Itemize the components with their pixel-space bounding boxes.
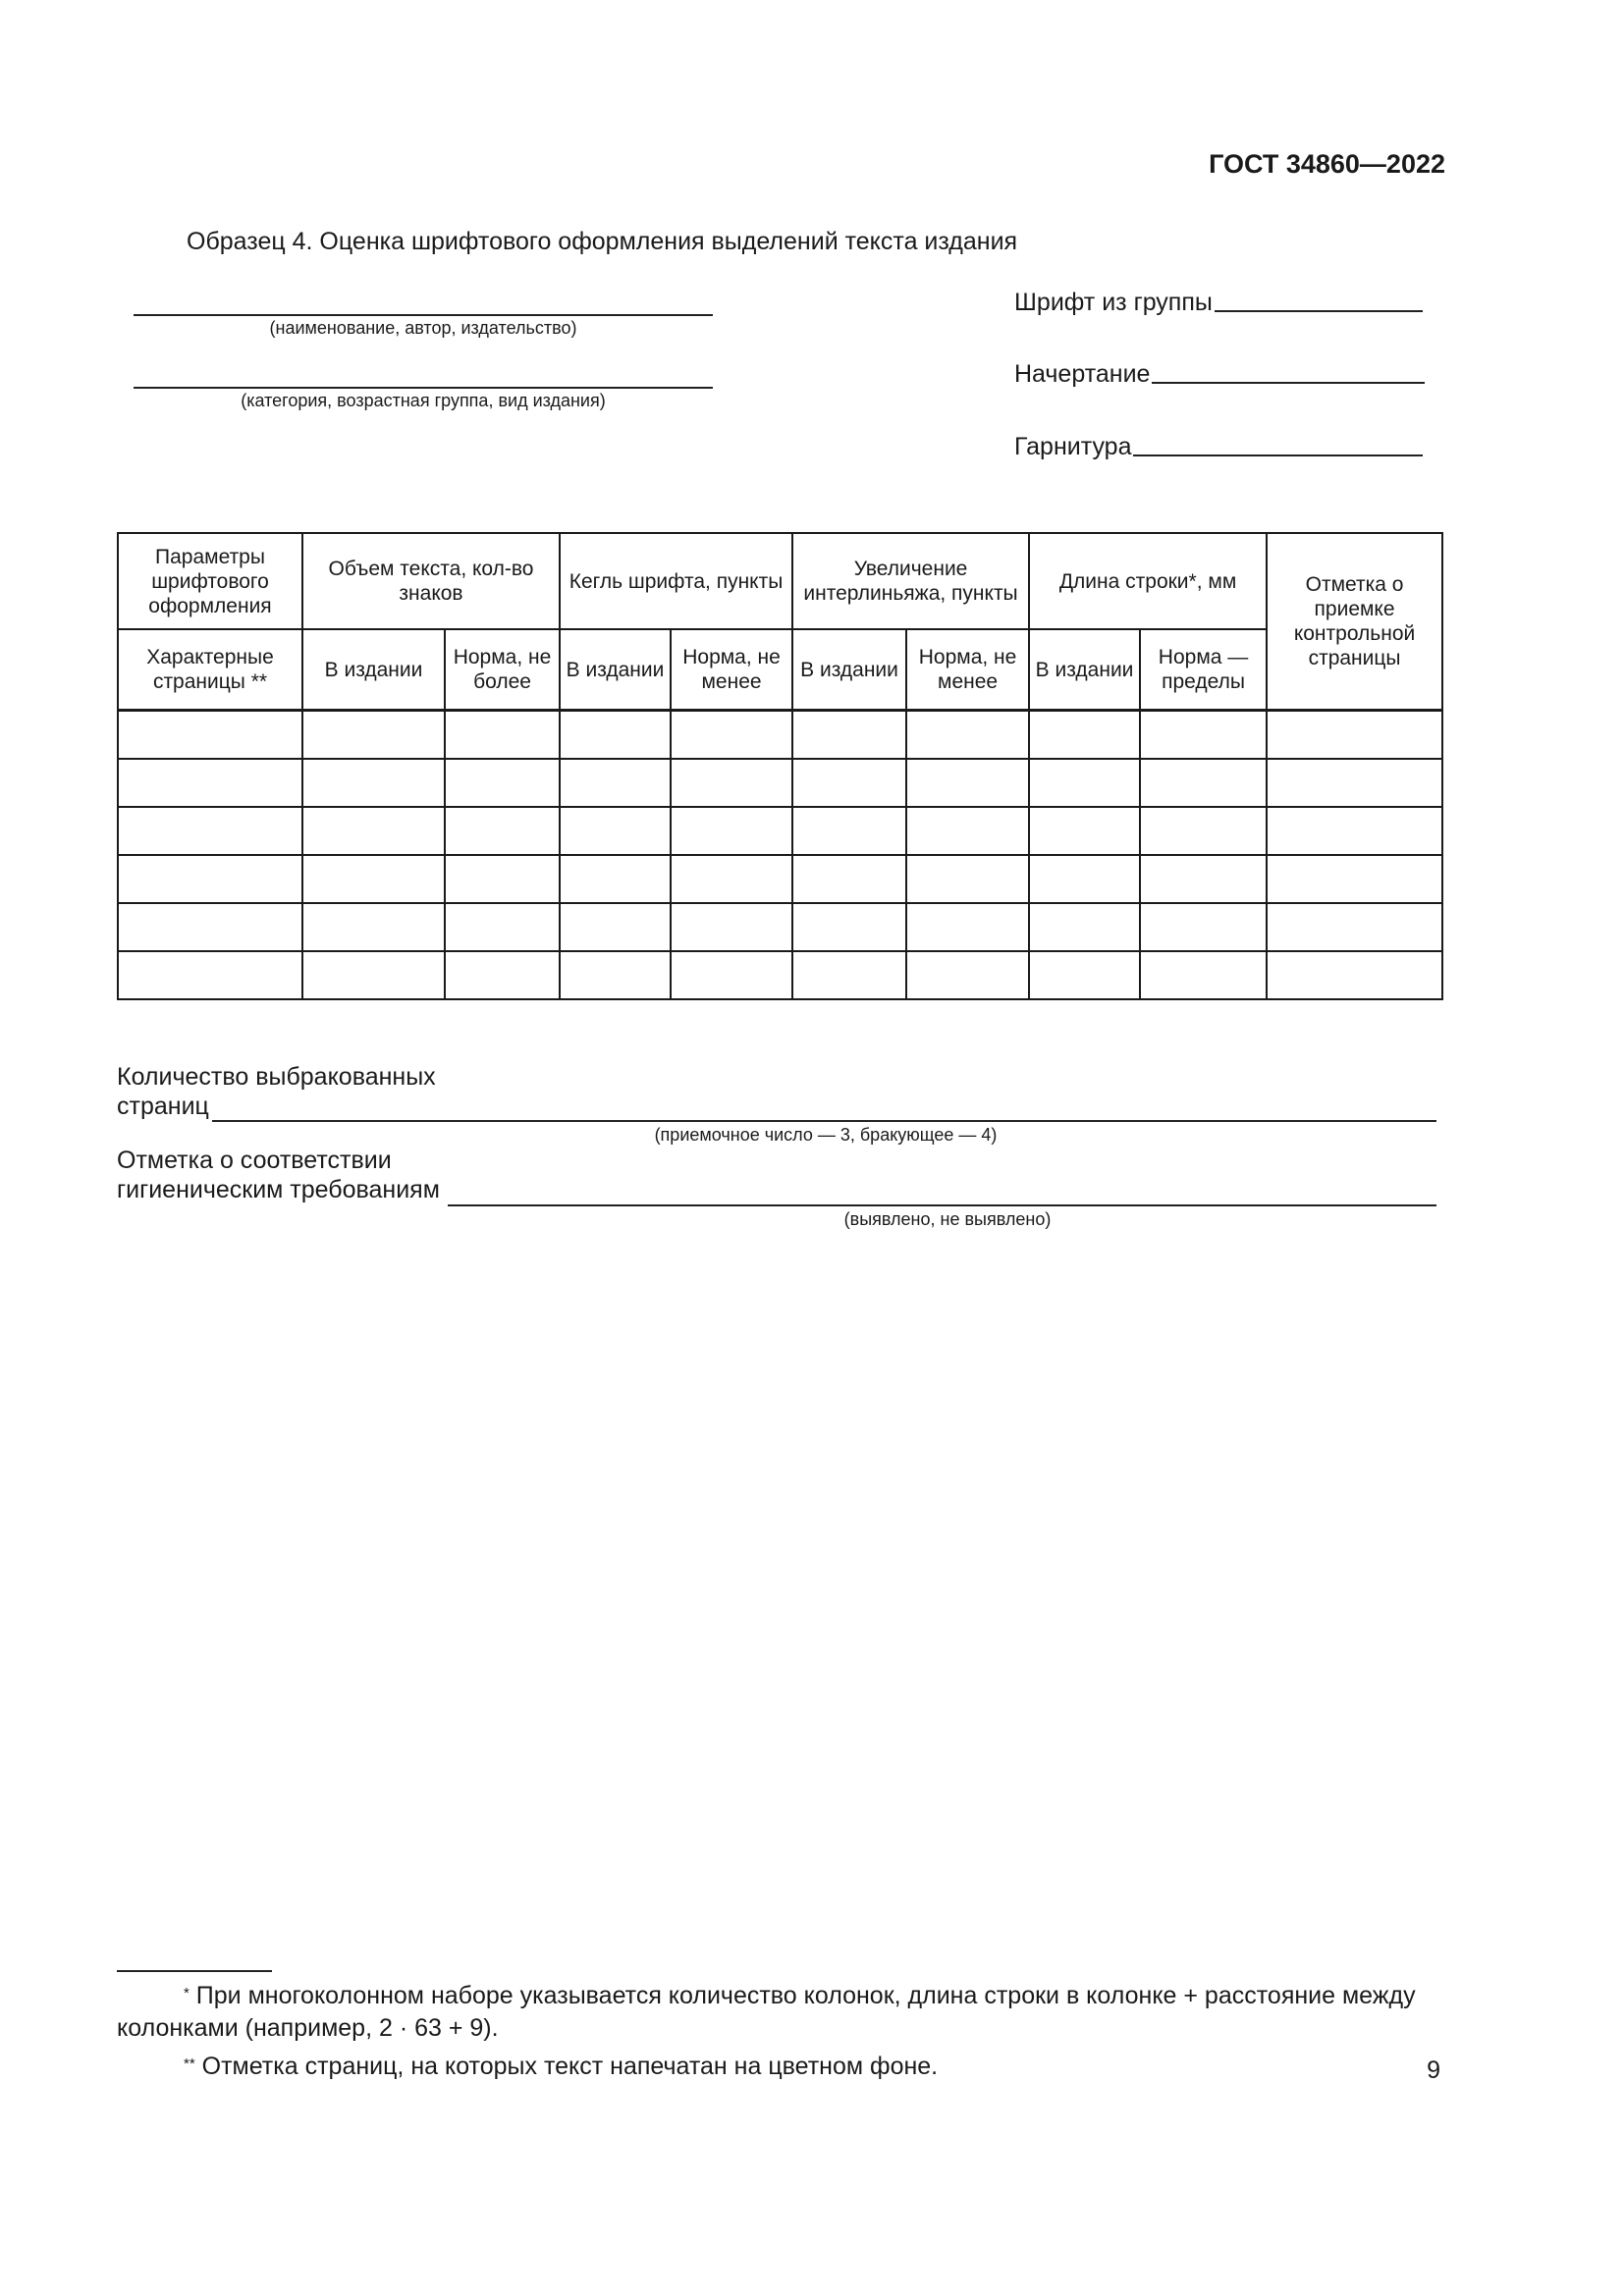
table-cell[interactable] bbox=[1140, 951, 1267, 999]
typeface-style-line[interactable] bbox=[1152, 382, 1425, 384]
header-acceptance-mark: Отметка о приемке контрольной страницы bbox=[1267, 533, 1442, 711]
header-leading-increase: Увеличение интерлиньяжа, пункты bbox=[792, 533, 1029, 629]
subheader-characteristic-pages: Характерные страницы ** bbox=[118, 629, 302, 711]
subheader-volume-norm: Норма, не более bbox=[445, 629, 560, 711]
subheader-volume-in-edition: В издании bbox=[302, 629, 445, 711]
table-cell[interactable] bbox=[1029, 711, 1140, 760]
table-row bbox=[118, 903, 1442, 951]
table-cell[interactable] bbox=[1140, 711, 1267, 760]
table-cell[interactable] bbox=[560, 951, 671, 999]
standard-number: ГОСТ 34860—2022 bbox=[1209, 149, 1445, 179]
table-row bbox=[118, 759, 1442, 807]
table-cell[interactable] bbox=[445, 711, 560, 760]
page-number: 9 bbox=[1427, 2056, 1440, 2084]
table-cell[interactable] bbox=[445, 951, 560, 999]
footnote-rule bbox=[117, 1970, 272, 1972]
header-line-length: Длина строки*, мм bbox=[1029, 533, 1267, 629]
subheader-leading-norm: Норма, не менее bbox=[906, 629, 1029, 711]
table-cell[interactable] bbox=[1029, 951, 1140, 999]
table-cell[interactable] bbox=[906, 903, 1029, 951]
edition-name-caption: (наименование, автор, издательство) bbox=[269, 318, 577, 338]
table-cell[interactable] bbox=[792, 711, 906, 760]
table-cell[interactable] bbox=[1267, 759, 1442, 807]
font-group-line[interactable] bbox=[1215, 310, 1423, 312]
table-cell[interactable] bbox=[1140, 807, 1267, 855]
rejected-pages-caption: (приемочное число — 3, бракующее — 4) bbox=[654, 1125, 998, 1145]
footnote-1-mark: * bbox=[184, 1985, 189, 2002]
table-cell[interactable] bbox=[560, 759, 671, 807]
table-cell[interactable] bbox=[1029, 903, 1140, 951]
table-cell[interactable] bbox=[302, 855, 445, 903]
font-group-label: Шрифт из группы bbox=[1014, 289, 1213, 316]
footnote-2-text: Отметка страниц, на которых текст напечатан на цветном фоне. bbox=[201, 2053, 939, 2080]
table-cell[interactable] bbox=[302, 903, 445, 951]
hygiene-label-line2: гигиеническим требованиям bbox=[117, 1176, 440, 1203]
table-cell[interactable] bbox=[1029, 759, 1140, 807]
table-cell[interactable] bbox=[792, 759, 906, 807]
footnote-2-mark: ** bbox=[184, 2056, 195, 2072]
table-cell[interactable] bbox=[1267, 903, 1442, 951]
table-cell[interactable] bbox=[671, 711, 792, 760]
table-cell[interactable] bbox=[1140, 855, 1267, 903]
rejected-pages-label-line1: Количество выбракованных bbox=[117, 1063, 436, 1091]
table-cell[interactable] bbox=[906, 711, 1029, 760]
font-family-line[interactable] bbox=[1133, 454, 1423, 456]
font-family-field bbox=[1014, 433, 1423, 461]
table-cell[interactable] bbox=[118, 855, 302, 903]
table-cell[interactable] bbox=[1029, 855, 1140, 903]
table-cell[interactable] bbox=[445, 807, 560, 855]
evaluation-table bbox=[117, 532, 1443, 1000]
table-cell[interactable] bbox=[792, 807, 906, 855]
table-cell[interactable] bbox=[302, 807, 445, 855]
table-cell[interactable] bbox=[1267, 951, 1442, 999]
table-cell[interactable] bbox=[671, 807, 792, 855]
table-cell[interactable] bbox=[792, 951, 906, 999]
header-text-volume: Объем текста, кол-во знаков bbox=[302, 533, 560, 629]
rejected-pages-label-line2: страниц bbox=[117, 1093, 209, 1120]
subheader-leading-in-edition: В издании bbox=[792, 629, 906, 711]
table-cell[interactable] bbox=[906, 759, 1029, 807]
hygiene-caption: (выявлено, не выявлено) bbox=[843, 1209, 1052, 1229]
table-cell[interactable] bbox=[1140, 903, 1267, 951]
table-cell[interactable] bbox=[118, 903, 302, 951]
table-cell[interactable] bbox=[792, 855, 906, 903]
subheader-size-in-edition: В издании bbox=[560, 629, 671, 711]
table-cell[interactable] bbox=[118, 759, 302, 807]
table-cell[interactable] bbox=[1267, 855, 1442, 903]
rejected-pages-line[interactable] bbox=[212, 1120, 1436, 1122]
table-cell[interactable] bbox=[671, 951, 792, 999]
table-cell[interactable] bbox=[118, 711, 302, 760]
table-cell[interactable] bbox=[445, 903, 560, 951]
table-cell[interactable] bbox=[906, 807, 1029, 855]
table-cell[interactable] bbox=[671, 759, 792, 807]
table-cell[interactable] bbox=[302, 711, 445, 760]
edition-category-caption: (категория, возрастная группа, вид издания) bbox=[241, 391, 606, 410]
header-parameters: Параметры шрифтового оформления bbox=[118, 533, 302, 629]
table-cell[interactable] bbox=[560, 711, 671, 760]
edition-category-line[interactable] bbox=[134, 387, 713, 389]
table-cell[interactable] bbox=[1267, 807, 1442, 855]
form-title: Образец 4. Оценка шрифтового оформления выделений текста издания bbox=[187, 228, 1018, 255]
table-cell[interactable] bbox=[445, 759, 560, 807]
table-cell[interactable] bbox=[560, 807, 671, 855]
typeface-style-label: Начертание bbox=[1014, 360, 1151, 388]
table-cell[interactable] bbox=[906, 951, 1029, 999]
table-cell[interactable] bbox=[906, 855, 1029, 903]
font-group-field bbox=[1014, 289, 1423, 317]
edition-name-line[interactable] bbox=[134, 314, 713, 316]
subheader-length-norm: Норма — пределы bbox=[1140, 629, 1267, 711]
table-cell[interactable] bbox=[671, 855, 792, 903]
hygiene-label-line1: Отметка о соответствии bbox=[117, 1147, 392, 1174]
table-cell[interactable] bbox=[302, 759, 445, 807]
table-row bbox=[118, 807, 1442, 855]
footnote-1 bbox=[117, 1980, 1442, 2045]
hygiene-line[interactable] bbox=[448, 1204, 1436, 1206]
font-family-label: Гарнитура bbox=[1014, 433, 1132, 460]
footnote-1-text: При многоколонном наборе указывается количество колонок, длина строки в колонке + расстояние между колонками (например, 2 · 63 + 9). bbox=[117, 1982, 1416, 2042]
table-cell[interactable] bbox=[1140, 759, 1267, 807]
subheader-length-in-edition: В издании bbox=[1029, 629, 1140, 711]
table-cell[interactable] bbox=[445, 855, 560, 903]
footnote-2 bbox=[184, 2051, 1440, 2083]
table-cell[interactable] bbox=[560, 903, 671, 951]
table-cell[interactable] bbox=[118, 807, 302, 855]
table-cell[interactable] bbox=[560, 855, 671, 903]
subheader-size-norm: Норма, не менее bbox=[671, 629, 792, 711]
table-row bbox=[118, 855, 1442, 903]
table-cell[interactable] bbox=[792, 903, 906, 951]
table-cell[interactable] bbox=[302, 951, 445, 999]
header-font-size: Кегль шрифта, пункты bbox=[560, 533, 792, 629]
table-cell[interactable] bbox=[671, 903, 792, 951]
table-cell[interactable] bbox=[1029, 807, 1140, 855]
table-cell[interactable] bbox=[1267, 711, 1442, 760]
table-row bbox=[118, 711, 1442, 760]
table-row bbox=[118, 951, 1442, 999]
typeface-style-field bbox=[1014, 360, 1425, 389]
table-cell[interactable] bbox=[118, 951, 302, 999]
